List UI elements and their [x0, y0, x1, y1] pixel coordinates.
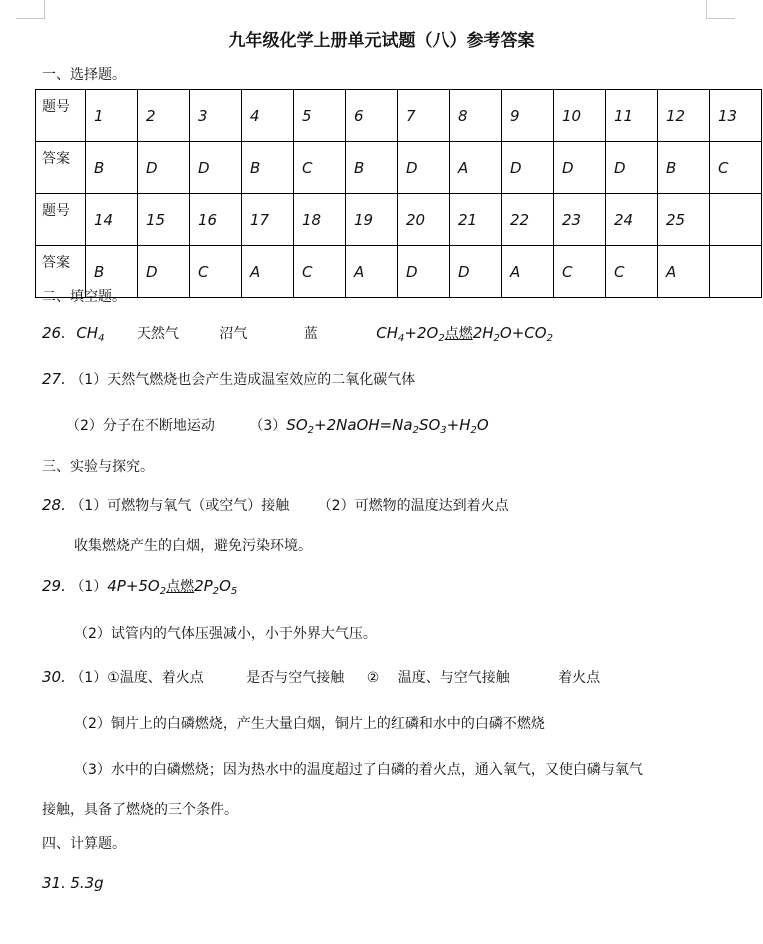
table-row-numbers-1	[36, 90, 762, 142]
answer-text: （1）	[70, 579, 108, 595]
table-cell: 9	[502, 90, 554, 142]
table-cell: 16	[190, 194, 242, 246]
table-cell: 17	[242, 194, 294, 246]
table-cell: C	[606, 246, 658, 298]
table-cell: 3	[190, 90, 242, 142]
table-cell: D	[554, 142, 606, 194]
chemical-equation: $SO_2+2NaOH=Na_2SO_3+H_2O$	[286, 416, 489, 436]
table-cell: 22	[502, 194, 554, 246]
answer-text: （1）①温度、着火点	[70, 670, 204, 686]
table-cell: 1	[86, 90, 138, 142]
row-label-ans: 答案	[36, 142, 86, 194]
answer-text: （2）分子在不断地运动	[66, 418, 215, 434]
answer-formula: $CH_4$	[76, 324, 105, 344]
table-cell	[710, 246, 762, 298]
table-cell: 12	[658, 90, 710, 142]
section-calc-heading: 四、计算题。	[42, 836, 126, 852]
table-cell: D	[502, 142, 554, 194]
question-29	[42, 576, 237, 597]
page-title: 九年级化学上册单元试题（八）参考答案	[228, 31, 535, 51]
table-cell: D	[190, 142, 242, 194]
question-number: 30.	[42, 668, 66, 686]
table-cell: 21	[450, 194, 502, 246]
table-cell: D	[138, 142, 190, 194]
table-cell: C	[710, 142, 762, 194]
question-number: 31.	[42, 874, 66, 892]
answer-value: 5.3g	[70, 874, 104, 892]
question-number: 27.	[42, 370, 66, 388]
table-cell: B	[242, 142, 294, 194]
table-cell: 20	[398, 194, 450, 246]
table-cell: A	[346, 246, 398, 298]
answer-text: （3）	[249, 418, 287, 434]
section-fill-heading: 二、填空题。	[42, 289, 126, 305]
reaction-condition: 点燃	[444, 326, 473, 342]
question-28	[42, 495, 509, 515]
row-label-num: 题号	[36, 194, 86, 246]
table-cell: 11	[606, 90, 658, 142]
table-row-answers-2	[36, 246, 762, 298]
question-26	[42, 323, 553, 344]
table-cell: B	[86, 246, 138, 298]
answer-text: 接触，具备了燃烧的三个条件。	[42, 802, 238, 818]
answer-text: 是否与空气接触	[246, 670, 345, 686]
table-cell: B	[86, 142, 138, 194]
answer-text: （2）试管内的气体压强减小，小于外界大气压。	[74, 626, 377, 642]
answer-text: 着火点	[558, 670, 601, 686]
reaction-condition: 点燃	[166, 579, 195, 595]
answer-text: （2）可燃物的温度达到着火点	[317, 498, 509, 514]
section-experiment-heading: 三、实验与探究。	[42, 459, 154, 475]
chemical-equation: $CH_4+2O_2$点燃$2H_2O+CO_2$	[376, 324, 553, 344]
table-cell: A	[242, 246, 294, 298]
table-cell: 4	[242, 90, 294, 142]
table-cell: C	[294, 246, 346, 298]
answer-text: 天然气	[136, 326, 179, 342]
table-cell: A	[658, 246, 710, 298]
section-choice-heading: 一、选择题。	[42, 67, 126, 83]
table-cell: D	[398, 142, 450, 194]
answer-text: （2）铜片上的白磷燃烧，产生大量白烟，铜片上的红磷和水中的白磷不燃烧	[74, 716, 545, 732]
table-cell: B	[346, 142, 398, 194]
table-cell: B	[658, 142, 710, 194]
question-27	[42, 369, 415, 389]
chemical-equation: $4P+5O_2$点燃$2P_2O_5$	[107, 577, 238, 597]
table-cell: A	[502, 246, 554, 298]
answer-text: （1）天然气燃烧也会产生造成温室效应的二氧化碳气体	[70, 372, 416, 388]
table-cell: 14	[86, 194, 138, 246]
page-corner-mark-left	[16, 0, 45, 19]
table-cell: 18	[294, 194, 346, 246]
answer-text: 收集燃烧产生的白烟，避免污染环境。	[74, 538, 312, 554]
table-row-numbers-2	[36, 194, 762, 246]
answer-text: （1）可燃物与氧气（或空气）接触	[70, 498, 290, 514]
table-cell: 25	[658, 194, 710, 246]
table-cell: C	[190, 246, 242, 298]
table-cell: 2	[138, 90, 190, 142]
table-cell: D	[138, 246, 190, 298]
answer-text: ②	[366, 670, 380, 686]
question-number: 28.	[42, 496, 66, 514]
answer-text: 蓝	[303, 326, 318, 342]
question-number: 26.	[42, 324, 66, 342]
table-cell: 8	[450, 90, 502, 142]
table-cell: C	[554, 246, 606, 298]
question-27-line-2	[66, 415, 489, 436]
table-cell: 5	[294, 90, 346, 142]
row-label-ans: 答案	[36, 246, 86, 298]
question-31	[42, 874, 104, 892]
question-30	[42, 667, 600, 687]
page-corner-mark-right	[706, 0, 735, 19]
table-cell: 7	[398, 90, 450, 142]
table-cell: D	[450, 246, 502, 298]
row-label-num: 题号	[36, 90, 86, 142]
table-row-answers-1	[36, 142, 762, 194]
table-cell: 23	[554, 194, 606, 246]
answer-text: 沼气	[219, 326, 248, 342]
table-cell: D	[398, 246, 450, 298]
table-cell: 10	[554, 90, 606, 142]
question-number: 29.	[42, 577, 66, 595]
table-cell: 6	[346, 90, 398, 142]
answer-text: 温度、与空气接触	[397, 670, 510, 686]
table-cell: C	[294, 142, 346, 194]
table-cell: 24	[606, 194, 658, 246]
answer-text: （3）水中的白磷燃烧；因为热水中的温度超过了白磷的着火点，通入氧气，又使白磷与氧气	[74, 762, 643, 778]
table-cell: 19	[346, 194, 398, 246]
table-cell: 13	[710, 90, 762, 142]
table-cell: D	[606, 142, 658, 194]
table-cell: 15	[138, 194, 190, 246]
table-cell	[710, 194, 762, 246]
answer-table	[35, 89, 762, 298]
table-cell: A	[450, 142, 502, 194]
